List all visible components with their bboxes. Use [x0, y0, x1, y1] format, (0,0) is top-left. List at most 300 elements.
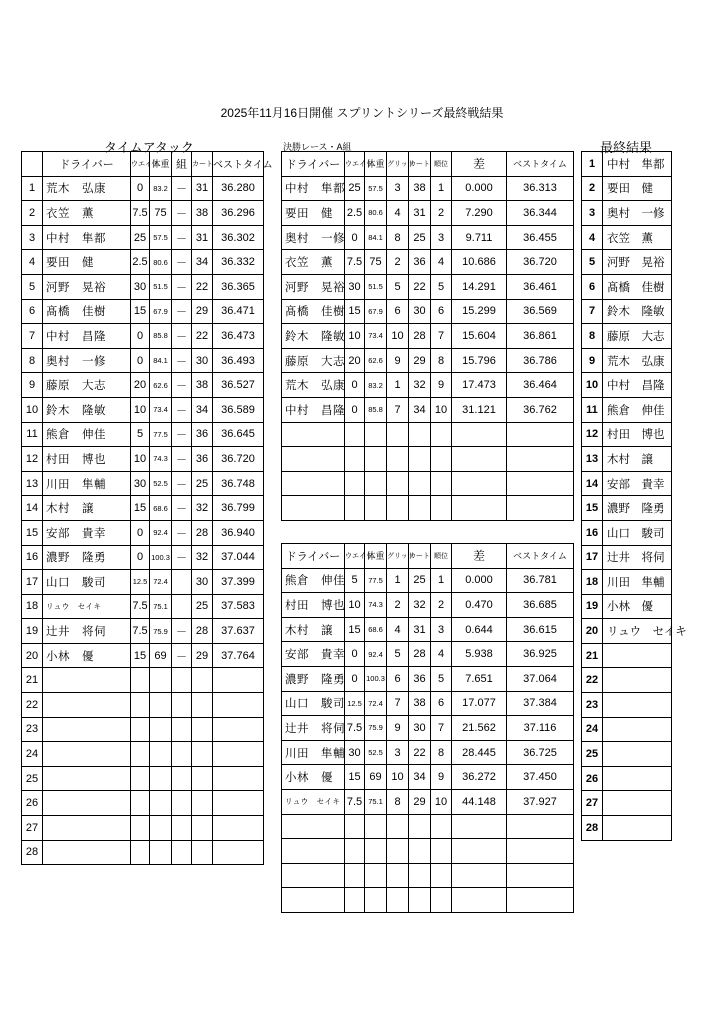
group-cell [172, 840, 192, 865]
weight-cell: 30 [131, 471, 150, 496]
position-cell: 2 [431, 593, 452, 618]
position-cell [431, 888, 452, 913]
position-cell: 7 [431, 716, 452, 741]
table-row [22, 250, 264, 275]
header-no [22, 152, 43, 177]
driver-cell: 藤原 大志 [43, 373, 131, 398]
driver-cell [43, 840, 131, 865]
position-cell: 5 [431, 274, 452, 299]
driver-cell: 木村 譲 [43, 496, 131, 521]
table-row [282, 447, 574, 472]
grid-cell: 6 [387, 666, 409, 691]
kart-cell: 22 [192, 274, 213, 299]
rank-cell: 20 [582, 619, 603, 644]
table-row [22, 422, 264, 447]
table-row [582, 250, 672, 275]
time-attack-table [21, 151, 273, 865]
body-weight-cell: 74.3 [365, 593, 387, 618]
group-cell: － [172, 299, 192, 324]
kart-cell: 30 [409, 716, 431, 741]
weight-cell [345, 839, 365, 864]
position-cell: 2 [22, 201, 43, 226]
driver-cell: リュウ セイキ [282, 789, 345, 814]
body-weight-cell [150, 693, 172, 718]
table-row [22, 840, 264, 865]
best-time-cell: 36.645 [213, 422, 264, 447]
kart-cell: 36 [192, 422, 213, 447]
table-row [582, 766, 672, 791]
position-cell: 9 [431, 373, 452, 398]
kart-cell: 22 [409, 274, 431, 299]
table-row [582, 570, 672, 595]
kart-cell: 36 [409, 250, 431, 275]
kart-cell [192, 717, 213, 742]
best-time-cell: 36.344 [507, 201, 574, 226]
driver-cell: 荒木 弘康 [603, 348, 672, 373]
grid-cell: 10 [387, 765, 409, 790]
best-time-cell: 36.615 [507, 617, 574, 642]
table-row [282, 568, 574, 593]
body-weight-cell: 83.2 [150, 176, 172, 201]
driver-cell [282, 471, 345, 496]
kart-cell: 29 [409, 348, 431, 373]
group-cell: － [172, 176, 192, 201]
position-cell: 27 [22, 816, 43, 841]
group-cell: － [172, 447, 192, 472]
group-cell [172, 816, 192, 841]
weight-cell: 7.5 [131, 619, 150, 644]
driver-cell: 鈴木 隆敏 [603, 299, 672, 324]
table-row [582, 299, 672, 324]
position-cell: 3 [431, 617, 452, 642]
table-row [22, 471, 264, 496]
weight-cell: 7.5 [345, 789, 365, 814]
position-cell [431, 839, 452, 864]
driver-cell: 安部 貴幸 [282, 642, 345, 667]
kart-cell: 31 [409, 201, 431, 226]
position-cell [431, 863, 452, 888]
header-driver: ドライバー [282, 544, 345, 569]
table-row [582, 693, 672, 718]
best-time-cell: 36.940 [213, 520, 264, 545]
position-cell: 26 [22, 791, 43, 816]
grid-cell [387, 839, 409, 864]
kart-cell [192, 816, 213, 841]
position-cell [431, 471, 452, 496]
table-row [582, 520, 672, 545]
best-time-cell: 36.527 [213, 373, 264, 398]
body-weight-cell [365, 839, 387, 864]
table-row [582, 152, 672, 177]
table-row [282, 789, 574, 814]
driver-cell: 辻井 将伺 [43, 619, 131, 644]
table-row [282, 274, 574, 299]
body-weight-cell: 52.5 [150, 471, 172, 496]
group-cell [172, 766, 192, 791]
weight-cell: 10 [131, 447, 150, 472]
position-cell: 7 [431, 324, 452, 349]
gap-cell: 7.651 [452, 666, 507, 691]
rank-cell: 26 [582, 766, 603, 791]
weight-cell: 0 [345, 373, 365, 398]
driver-cell: 安部 貴幸 [603, 471, 672, 496]
best-time-cell: 37.927 [507, 789, 574, 814]
grid-cell: 5 [387, 642, 409, 667]
gap-cell: 0.000 [452, 176, 507, 201]
group-cell: － [172, 250, 192, 275]
kart-cell [192, 693, 213, 718]
kart-cell: 25 [192, 594, 213, 619]
table-row [582, 422, 672, 447]
body-weight-cell: 80.6 [150, 250, 172, 275]
group-cell [172, 717, 192, 742]
driver-cell [43, 816, 131, 841]
position-cell: 15 [22, 520, 43, 545]
body-weight-cell [365, 422, 387, 447]
header-best-time: ベストタイム [507, 152, 574, 177]
kart-cell: 32 [409, 373, 431, 398]
final-results-caption: 最終結果 [600, 140, 653, 155]
rank-cell: 4 [582, 225, 603, 250]
table-row [282, 814, 574, 839]
best-time-cell [213, 693, 264, 718]
best-time-cell: 36.925 [507, 642, 574, 667]
table-row [582, 619, 672, 644]
driver-cell [43, 742, 131, 767]
position-cell: 22 [22, 693, 43, 718]
final-a-table [281, 151, 574, 521]
header-grid: グリッド [387, 152, 409, 177]
grid-cell [387, 471, 409, 496]
best-time-cell [507, 496, 574, 521]
table-row [282, 471, 574, 496]
header-gap: 差 [452, 152, 507, 177]
group-cell: － [172, 201, 192, 226]
gap-cell [452, 863, 507, 888]
gap-cell: 0.644 [452, 617, 507, 642]
weight-cell: 20 [345, 348, 365, 373]
weight-cell: 5 [345, 568, 365, 593]
weight-cell: 7.5 [345, 716, 365, 741]
body-weight-cell [365, 496, 387, 521]
kart-cell: 30 [192, 570, 213, 595]
best-time-cell: 36.569 [507, 299, 574, 324]
position-cell: 8 [431, 740, 452, 765]
page-title: 2025年11月16日開催 スプリントシリーズ最終戦結果 [220, 106, 504, 120]
driver-cell: 荒木 弘康 [43, 176, 131, 201]
driver-cell: 中村 昌隆 [43, 324, 131, 349]
body-weight-cell: 67.9 [150, 299, 172, 324]
group-cell [172, 570, 192, 595]
driver-cell [43, 693, 131, 718]
weight-cell: 0 [131, 348, 150, 373]
driver-cell: 髙橋 佳樹 [43, 299, 131, 324]
body-weight-cell: 72.4 [150, 570, 172, 595]
table-row [22, 791, 264, 816]
position-cell: 1 [431, 176, 452, 201]
position-cell [431, 422, 452, 447]
position-cell: 7 [22, 324, 43, 349]
gap-cell: 10.686 [452, 250, 507, 275]
position-cell: 18 [22, 594, 43, 619]
gap-cell: 31.121 [452, 397, 507, 422]
weight-cell [131, 840, 150, 865]
group-cell: － [172, 348, 192, 373]
driver-cell: 衣笠 薫 [603, 225, 672, 250]
gap-cell [452, 839, 507, 864]
kart-cell: 34 [409, 765, 431, 790]
table-row [582, 397, 672, 422]
table-row [582, 348, 672, 373]
table-row [22, 225, 264, 250]
grid-cell: 10 [387, 324, 409, 349]
gap-cell: 0.470 [452, 593, 507, 618]
driver-cell [603, 816, 672, 841]
group-cell: － [172, 520, 192, 545]
best-time-cell [213, 742, 264, 767]
kart-cell: 28 [409, 324, 431, 349]
driver-cell: 中村 昌隆 [603, 373, 672, 398]
position-cell: 10 [22, 397, 43, 422]
table-row [582, 201, 672, 226]
table-row [282, 496, 574, 521]
position-cell: 10 [431, 789, 452, 814]
best-time-cell: 36.365 [213, 274, 264, 299]
gap-cell: 9.711 [452, 225, 507, 250]
weight-cell: 10 [345, 593, 365, 618]
weight-cell: 0 [345, 397, 365, 422]
weight-cell [131, 742, 150, 767]
position-cell [431, 447, 452, 472]
rank-cell: 14 [582, 471, 603, 496]
table-row [582, 791, 672, 816]
body-weight-cell [150, 766, 172, 791]
grid-cell [387, 888, 409, 913]
weight-cell: 15 [345, 617, 365, 642]
header-body-weight: 体重 [150, 152, 172, 177]
position-cell: 20 [22, 643, 43, 668]
table-row [282, 176, 574, 201]
position-cell: 9 [431, 765, 452, 790]
best-time-cell: 36.280 [213, 176, 264, 201]
table-row [582, 643, 672, 668]
body-weight-cell [365, 888, 387, 913]
driver-cell [43, 766, 131, 791]
weight-cell: 12.5 [131, 570, 150, 595]
group-cell: － [172, 373, 192, 398]
gap-cell [452, 471, 507, 496]
kart-cell: 38 [409, 691, 431, 716]
body-weight-cell: 69 [365, 765, 387, 790]
position-cell: 6 [431, 299, 452, 324]
driver-cell: 要田 健 [282, 201, 345, 226]
kart-cell: 28 [409, 642, 431, 667]
kart-cell: 28 [192, 619, 213, 644]
driver-cell: 河野 晃裕 [603, 250, 672, 275]
driver-cell: 川田 隼輔 [282, 740, 345, 765]
header-kart: カート [192, 152, 213, 177]
position-cell: 8 [22, 348, 43, 373]
gap-cell [452, 422, 507, 447]
table-row [22, 766, 264, 791]
weight-cell: 0 [131, 324, 150, 349]
kart-cell: 30 [192, 348, 213, 373]
kart-cell: 29 [192, 643, 213, 668]
grid-cell: 4 [387, 617, 409, 642]
kart-cell [192, 791, 213, 816]
position-cell: 6 [431, 691, 452, 716]
position-cell: 17 [22, 570, 43, 595]
driver-cell: 村田 博也 [43, 447, 131, 472]
driver-cell [282, 888, 345, 913]
driver-cell [603, 717, 672, 742]
driver-cell: 熊倉 伸佳 [603, 397, 672, 422]
kart-cell: 36 [192, 447, 213, 472]
position-cell: 16 [22, 545, 43, 570]
best-time-cell: 37.064 [507, 666, 574, 691]
gap-cell: 15.604 [452, 324, 507, 349]
weight-cell [345, 814, 365, 839]
driver-cell: 中村 隼都 [43, 225, 131, 250]
group-cell: － [172, 471, 192, 496]
best-time-cell: 36.461 [507, 274, 574, 299]
driver-cell: 熊倉 伸佳 [282, 568, 345, 593]
best-time-cell [507, 863, 574, 888]
driver-cell: 衣笠 薫 [43, 201, 131, 226]
best-time-cell [507, 814, 574, 839]
best-time-cell: 37.044 [213, 545, 264, 570]
grid-cell [387, 422, 409, 447]
table-row [282, 863, 574, 888]
driver-cell: 濃野 隆勇 [43, 545, 131, 570]
weight-cell [345, 422, 365, 447]
driver-cell [43, 717, 131, 742]
header-weight: ウエイト [345, 544, 365, 569]
body-weight-cell: 84.1 [365, 225, 387, 250]
table-row [582, 225, 672, 250]
best-time-cell [507, 839, 574, 864]
kart-cell [409, 471, 431, 496]
grid-cell: 7 [387, 691, 409, 716]
position-cell: 4 [431, 250, 452, 275]
best-time-cell [507, 888, 574, 913]
rank-cell: 23 [582, 693, 603, 718]
weight-cell: 15 [345, 765, 365, 790]
table-row [22, 619, 264, 644]
best-time-cell: 37.637 [213, 619, 264, 644]
grid-cell: 9 [387, 348, 409, 373]
grid-cell: 6 [387, 299, 409, 324]
table-row [282, 201, 574, 226]
best-time-cell [213, 791, 264, 816]
grid-cell: 1 [387, 373, 409, 398]
driver-cell: 中村 昌隆 [282, 397, 345, 422]
driver-cell: 村田 博也 [603, 422, 672, 447]
driver-cell [603, 742, 672, 767]
driver-cell [603, 791, 672, 816]
grid-cell: 8 [387, 789, 409, 814]
rank-cell: 25 [582, 742, 603, 767]
rank-cell: 24 [582, 717, 603, 742]
best-time-cell: 36.471 [213, 299, 264, 324]
body-weight-cell: 74.3 [150, 447, 172, 472]
position-cell: 6 [22, 299, 43, 324]
kart-cell: 22 [409, 740, 431, 765]
kart-cell [192, 840, 213, 865]
table-row [282, 617, 574, 642]
grid-cell: 5 [387, 274, 409, 299]
body-weight-cell: 52.5 [365, 740, 387, 765]
rank-cell: 12 [582, 422, 603, 447]
header-gap: 差 [452, 544, 507, 569]
kart-cell: 22 [192, 324, 213, 349]
position-cell: 10 [431, 397, 452, 422]
grid-cell [387, 863, 409, 888]
body-weight-cell [150, 791, 172, 816]
body-weight-cell: 67.9 [365, 299, 387, 324]
driver-cell: 村田 博也 [282, 593, 345, 618]
weight-cell [131, 816, 150, 841]
driver-cell: 小林 優 [603, 594, 672, 619]
position-cell: 3 [431, 225, 452, 250]
driver-cell: 奥村 一修 [282, 225, 345, 250]
driver-cell: リュウ セイキ [603, 619, 672, 644]
gap-cell: 21.562 [452, 716, 507, 741]
weight-cell: 2.5 [345, 201, 365, 226]
table-row [282, 716, 574, 741]
kart-cell: 34 [409, 397, 431, 422]
body-weight-cell: 51.5 [365, 274, 387, 299]
position-cell: 14 [22, 496, 43, 521]
best-time-cell [507, 422, 574, 447]
kart-cell: 34 [192, 250, 213, 275]
table-row [282, 348, 574, 373]
kart-cell: 25 [409, 568, 431, 593]
best-time-cell: 36.296 [213, 201, 264, 226]
header-body-weight: 体重 [365, 152, 387, 177]
best-time-cell: 36.720 [213, 447, 264, 472]
gap-cell: 17.473 [452, 373, 507, 398]
position-cell: 4 [431, 642, 452, 667]
weight-cell: 15 [131, 643, 150, 668]
rank-cell: 6 [582, 274, 603, 299]
rank-cell: 16 [582, 520, 603, 545]
header-driver: ドライバー [282, 152, 345, 177]
best-time-cell: 37.384 [507, 691, 574, 716]
header-weight: ウエイト [131, 152, 150, 177]
header-kart: カート [409, 544, 431, 569]
body-weight-cell: 85.8 [365, 397, 387, 422]
position-cell: 1 [431, 568, 452, 593]
table-row [22, 693, 264, 718]
body-weight-cell: 62.6 [365, 348, 387, 373]
rank-cell: 11 [582, 397, 603, 422]
weight-cell: 0 [345, 666, 365, 691]
table-row [282, 765, 574, 790]
gap-cell [452, 888, 507, 913]
gap-cell: 44.148 [452, 789, 507, 814]
weight-cell: 0 [345, 642, 365, 667]
table-row [282, 888, 574, 913]
table-row [22, 742, 264, 767]
gap-cell: 0.000 [452, 568, 507, 593]
driver-cell [282, 839, 345, 864]
rank-cell: 28 [582, 816, 603, 841]
table-row [582, 373, 672, 398]
grid-cell: 2 [387, 250, 409, 275]
best-time-cell: 37.583 [213, 594, 264, 619]
table-row [282, 397, 574, 422]
